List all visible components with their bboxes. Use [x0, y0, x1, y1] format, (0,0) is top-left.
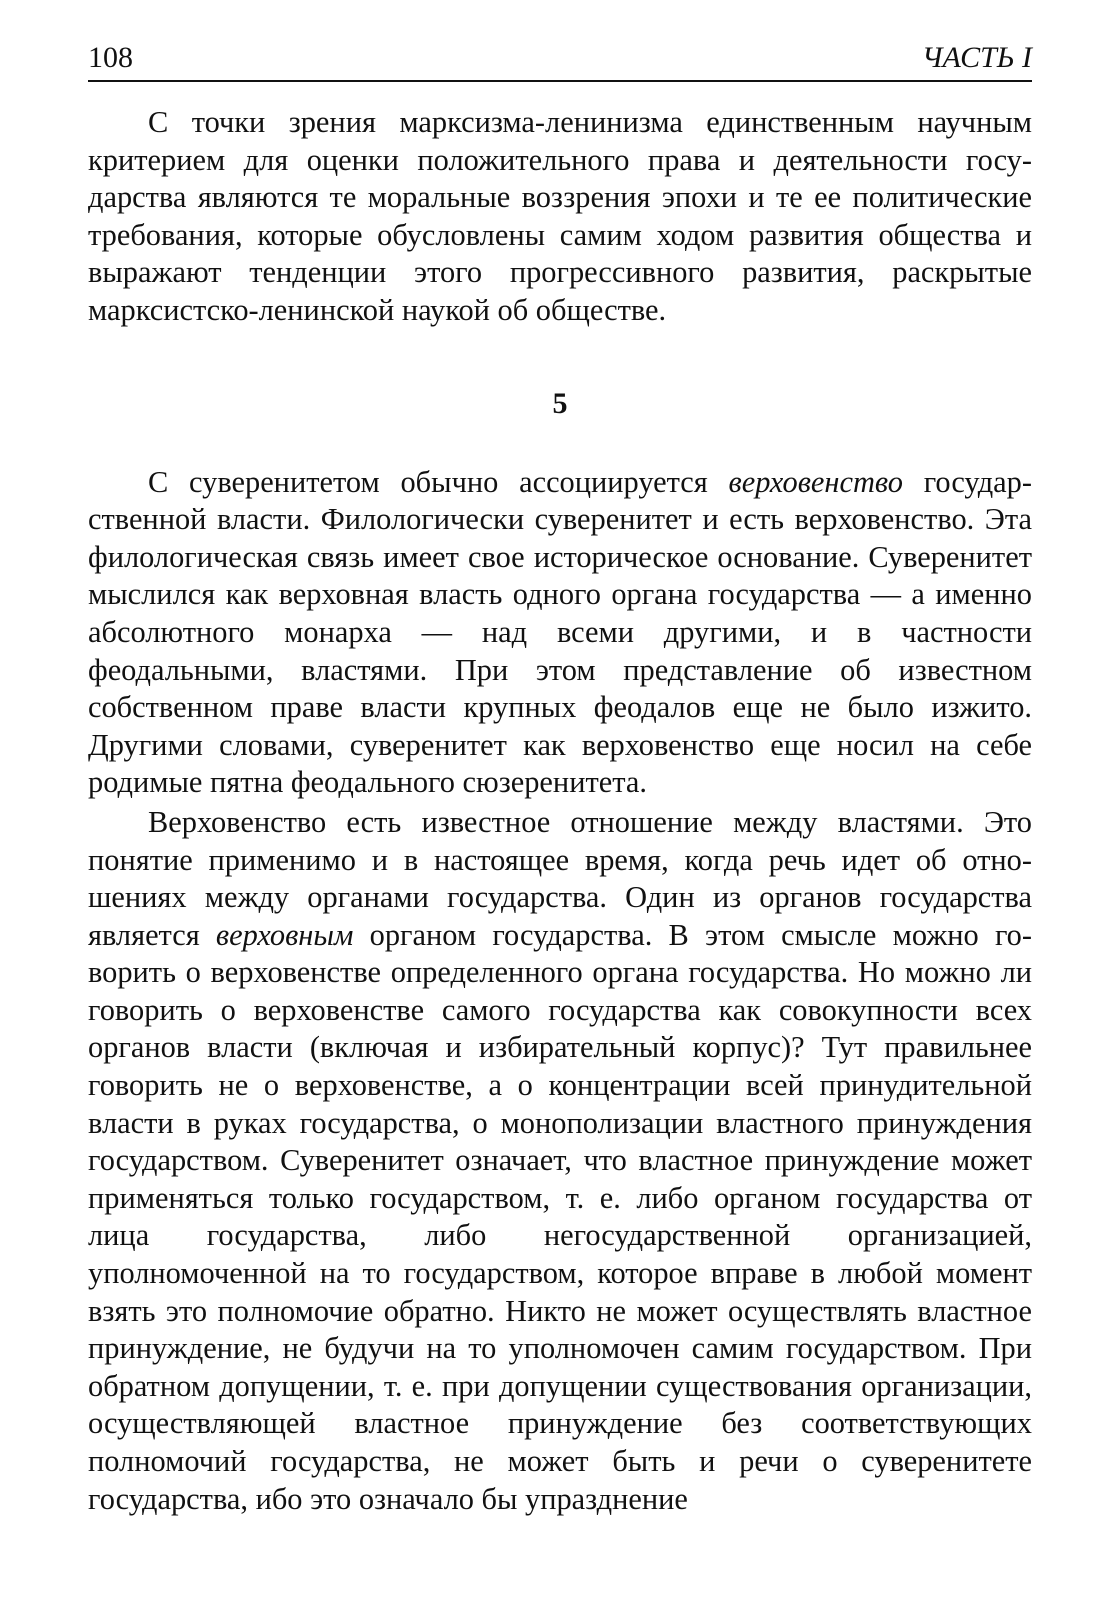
book-page	[88, 38, 1032, 1518]
paragraph-sovereignty	[88, 464, 1032, 802]
running-header	[88, 38, 1032, 82]
emphasized-term: верховенство	[728, 464, 903, 499]
paragraph-text-end: государственной власти. Филологически суверенитет и есть верховенство. Эта филологическая связь имеет свое историческое основание. Суверенитет мыслился как верховная власть одного органа государства — а именно абсолютного монарха — над всеми другими, и в частности феодальными, властями. При этом представление об известном собственном праве власти крупных феодалов еще не было изжито. Другими словами, суверенитет как верховенство еще носил на себе родимые пятна феодального сюзеренитета.	[88, 464, 1032, 800]
emphasized-term: верховным	[215, 917, 354, 952]
paragraph-text-end: органом государства. В этом смысле можно говорить о верховенстве определенного органа государства. Но можно ли говорить о верховенстве самого государства как совокупности всех органов власти (включая и избирательный корпус)? Тут правильнее говорить не о верховенстве, а о концентрации всей принудительной власти в руках государства, о монополизации властного принуждения государством. Суверенитет означает, что властное принуждение может применяться только государством, т. е. либо органом государства от лица государства, либо негосударственной организацией, уполномоченной на то государством, которое вправе в любой момент взять это полномочие обратно. Никто не может осуществлять властное принуждение, не будучи на то уполномочен самим государством. При обратном допущении, т. е. при допущении существования организации, осуществляющей властное принуждение без соответствующих полномочий государства, не может быть и речи о суверенитете государства, ибо это означало бы упразднение	[88, 917, 1032, 1516]
paragraph-text-start: С суверенитетом обычно ассоциируется	[148, 464, 729, 499]
paragraph-intro: С точки зрения марксизма-ленинизма единственным научным критерием для оценки положительного права и деятельности государства являются те моральные воззрения эпохи и те ее политические требования, которые обусловлены самим ходом развития общества и выражают тенденции этого прогрессивного развития, раскрытые марксистско-ленинской наукой об обществе.	[88, 105, 1032, 327]
section-number: 5	[552, 386, 568, 420]
paragraph-text-start: Верховенство есть известное отношение между властями. Это понятие применимо и в настоящее время, когда речь идет об отношениях между органами государства. Один из органов государства является	[88, 804, 1032, 952]
part-label: ЧАСТЬ I	[921, 41, 1032, 74]
page-number: 108	[88, 41, 133, 74]
paragraph-supremacy	[88, 804, 1032, 1518]
